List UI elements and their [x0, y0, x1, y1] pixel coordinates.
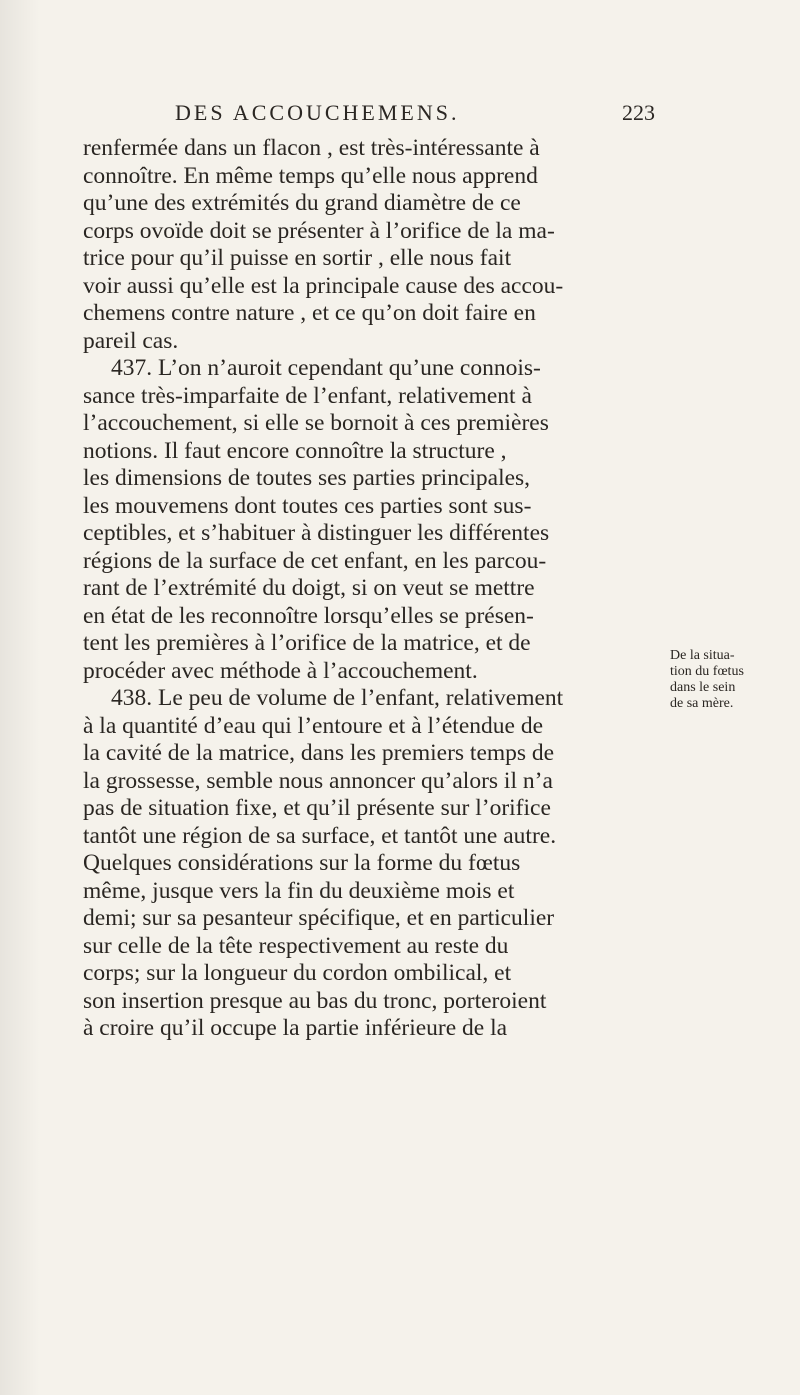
- page-header: [175, 100, 655, 132]
- paragraph-start-438: 438. Le peu de volume de l’enfant, relativement: [111, 685, 564, 711]
- text-line: pas de situation fixe, et qu’il présente sur l’orifice: [83, 795, 551, 821]
- text-line: régions de la surface de cet enfant, en les parcou-: [83, 547, 547, 574]
- text-line: tantôt une région de sa surface, et tantôt une autre.: [83, 822, 557, 849]
- text-line: qu’une des extrémités du grand diamètre de ce: [83, 190, 521, 216]
- margin-note-line: dans le sein: [670, 680, 736, 695]
- text-line: les mouvemens dont toutes ces parties sont sus-: [83, 492, 532, 519]
- text-line: pareil cas.: [83, 327, 179, 354]
- text-line: en état de les reconnoître lorsqu’elles se présen-: [83, 602, 534, 629]
- text-line: voir aussi qu’elle est la principale cause des accou-: [83, 272, 564, 299]
- text-line: rant de l’extrémité du doigt, si on veut se mettre: [83, 575, 535, 601]
- text-line: Quelques considérations sur la forme du fœtus: [83, 850, 521, 876]
- text-line: à la quantité d’eau qui l’entoure et à l’étendue de: [83, 712, 543, 739]
- body-text: [83, 135, 657, 1043]
- text-line: demi; sur sa pesanteur spécifique, et en particulier: [83, 905, 555, 931]
- text-line: la grossesse, semble nous annoncer qu’alors il n’a: [83, 767, 553, 794]
- text-line: renfermée dans un flacon , est très-intéressante à: [83, 135, 540, 161]
- text-line: la cavité de la matrice, dans les premiers temps de: [83, 740, 555, 766]
- text-line: sur celle de la tête respectivement au reste du: [83, 932, 509, 959]
- text-line: ceptibles, et s’habituer à distinguer les différentes: [83, 520, 550, 546]
- margin-note-line: de sa mère.: [670, 696, 734, 711]
- text-line: corps ovoïde doit se présenter à l’orifice de la ma-: [83, 217, 555, 244]
- text-line: l’accouchement, si elle se bornoit à ces premières: [83, 410, 549, 436]
- text-line: sance très-imparfaite de l’enfant, relativement à: [83, 382, 532, 409]
- text-line: à croire qu’il occupe la partie inférieure de la: [83, 1015, 508, 1041]
- text-line: les dimensions de toutes ses parties principales,: [83, 465, 531, 491]
- paragraph-start-437: 437. L’on n’auroit cependant qu’une connois-: [111, 355, 541, 381]
- margin-note-line: tion du fœtus: [670, 664, 744, 679]
- text-line: son insertion presque au bas du tronc, porteroient: [83, 987, 547, 1014]
- text-line: même, jusque vers la fin du deuxième mois et: [83, 877, 515, 904]
- page-number: 223: [622, 100, 655, 125]
- text-line: procéder avec méthode à l’accouchement.: [83, 657, 478, 684]
- margin-note-line: De la situa-: [670, 648, 735, 663]
- text-line: notions. Il faut encore connoître la structure ,: [83, 437, 507, 464]
- text-line: connoître. En même temps qu’elle nous apprend: [83, 162, 538, 189]
- text-line: corps; sur la longueur du cordon ombilical, et: [83, 960, 512, 986]
- running-title: DES ACCOUCHEMENS.: [175, 100, 460, 125]
- margin-note: [670, 648, 795, 712]
- text-line: chemens contre nature , et ce qu’on doit faire en: [83, 300, 536, 326]
- text-line: tent les premières à l’orifice de la matrice, et de: [83, 630, 531, 656]
- text-line: trice pour qu’il puisse en sortir , elle nous fait: [83, 245, 512, 271]
